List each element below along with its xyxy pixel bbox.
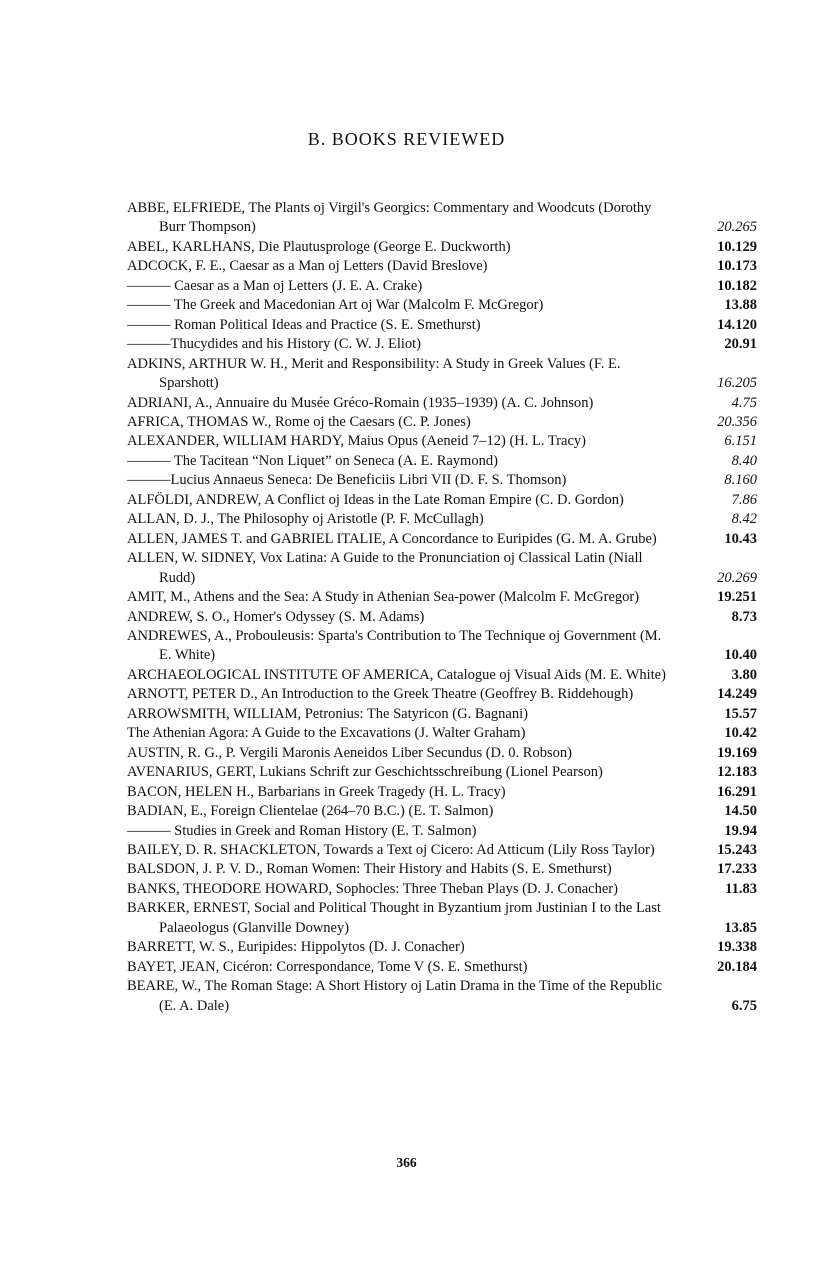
list-item	[127, 394, 757, 413]
entry-volume-page: 12.183	[717, 764, 757, 781]
entry-volume-page: 16.291	[717, 783, 757, 800]
entry-citation: ——— Studies in Greek and Roman History (E. T. Salmon)	[127, 822, 477, 839]
entry-citation: ARNOTT, PETER D., An Introduction to the Greek Theatre (Geoffrey B. Riddehough)	[127, 686, 634, 703]
entry-citation: BEARE, W., The Roman Stage: A Short History oj Latin Drama in the Time of the Republic (E. A. Dale)	[127, 978, 662, 1014]
entry-citation: AMIT, M., Athens and the Sea: A Study in Athenian Sea-power (Malcolm F. McGregor)	[127, 589, 640, 606]
list-item	[127, 899, 757, 938]
entry-citation: BANKS, THEODORE HOWARD, Sophocles: Three Theban Plays (D. J. Conacher)	[127, 880, 618, 897]
entry-volume-page: 20.184	[717, 958, 757, 975]
entry-citation: ——— The Tacitean “Non Liquet” on Seneca (A. E. Raymond)	[127, 452, 498, 469]
entry-volume-page: 20.269	[717, 569, 757, 586]
list-item	[127, 238, 757, 257]
list-item	[127, 588, 757, 607]
entry-volume-page: 20.91	[724, 336, 757, 353]
list-item	[127, 355, 757, 394]
list-item	[127, 860, 757, 879]
entry-citation: ADKINS, ARTHUR W. H., Merit and Responsibility: A Study in Greek Values (F. E. Sparshott)	[127, 355, 621, 392]
entry-citation: ——— Roman Political Ideas and Practice (S. E. Smethurst)	[127, 316, 481, 333]
entry-citation: BAILEY, D. R. SHACKLETON, Towards a Text oj Cicero: Ad Atticum (Lily Ross Taylor)	[127, 841, 655, 858]
entry-citation: AFRICA, THOMAS W., Rome oj the Caesars (C. P. Jones)	[127, 413, 471, 430]
entry-volume-page: 6.75	[731, 997, 757, 1014]
list-item	[127, 296, 757, 315]
list-item	[127, 841, 757, 860]
entry-citation: ——— Caesar as a Man oj Letters (J. E. A. Crake)	[127, 277, 423, 294]
entry-volume-page: 8.40	[731, 452, 757, 469]
entry-volume-page: 13.85	[724, 919, 757, 936]
entry-volume-page: 16.205	[717, 375, 757, 392]
entry-volume-page: 19.338	[717, 939, 757, 956]
list-item	[127, 530, 757, 549]
entry-volume-page: 3.80	[731, 666, 757, 683]
entry-citation: ADRIANI, A., Annuaire du Musée Gréco-Romain (1935–1939) (A. C. Johnson)	[127, 394, 594, 411]
list-item	[127, 724, 757, 743]
entry-volume-page: 14.249	[717, 686, 757, 703]
list-item	[127, 471, 757, 490]
entry-citation: ANDREWES, A., Probouleusis: Sparta's Contribution to The Technique oj Government (M. E. White)	[127, 627, 662, 664]
list-item	[127, 685, 757, 704]
entry-volume-page: 14.50	[724, 803, 757, 820]
entry-volume-page: 10.182	[717, 277, 757, 294]
entry-citation: ALLAN, D. J., The Philosophy oj Aristotle (P. F. McCullagh)	[127, 511, 484, 528]
entry-volume-page: 6.151	[724, 433, 757, 450]
entry-volume-page: 8.73	[731, 608, 757, 625]
list-item	[127, 880, 757, 899]
entry-volume-page: 15.57	[724, 705, 757, 722]
entry-citation: ALLEN, W. SIDNEY, Vox Latina: A Guide to the Pronunciation oj Classical Latin (Niall Rudd)	[127, 550, 643, 586]
entry-citation: ABEL, KARLHANS, Die Plautusprologe (George E. Duckworth)	[127, 238, 511, 255]
entry-volume-page: 13.88	[724, 297, 757, 314]
entry-citation: ——— The Greek and Macedonian Art oj War (Malcolm F. McGregor)	[127, 297, 544, 314]
list-item	[127, 938, 757, 957]
list-item	[127, 491, 757, 510]
list-item	[127, 549, 757, 588]
entry-volume-page: 11.83	[725, 880, 757, 897]
entry-citation: ALFÖLDI, ANDREW, A Conflict oj Ideas in the Late Roman Empire (C. D. Gordon)	[127, 491, 624, 508]
list-item	[127, 432, 757, 451]
entry-volume-page: 19.94	[724, 822, 757, 839]
entry-volume-page: 14.120	[717, 316, 757, 333]
list-item	[127, 316, 757, 335]
entry-citation: ARCHAEOLOGICAL INSTITUTE OF AMERICA, Catalogue oj Visual Aids (M. E. White)	[127, 666, 666, 683]
list-item	[127, 199, 757, 238]
list-item	[127, 705, 757, 724]
page-number: 366	[396, 1155, 417, 1170]
list-item	[127, 977, 757, 1016]
entry-citation: ———Thucydides and his History (C. W. J. Eliot)	[127, 336, 422, 353]
entry-citation: The Athenian Agora: A Guide to the Excavations (J. Walter Graham)	[127, 725, 526, 742]
books-reviewed-list	[127, 199, 757, 1016]
entry-citation: ARROWSMITH, WILLIAM, Petronius: The Satyricon (G. Bagnani)	[127, 705, 528, 722]
entry-volume-page: 8.160	[724, 472, 757, 489]
entry-volume-page: 20.265	[717, 219, 757, 236]
entry-citation: ALLEN, JAMES T. and GABRIEL ITALIE, A Concordance to Euripides (G. M. A. Grube)	[127, 530, 657, 547]
entry-volume-page: 15.243	[717, 841, 757, 858]
list-item	[127, 608, 757, 627]
page-title: B. BOOKS REVIEWED	[307, 129, 506, 149]
entry-volume-page: 19.169	[717, 744, 757, 761]
list-item	[127, 627, 757, 666]
entry-citation: AUSTIN, R. G., P. Vergili Maronis Aeneidos Liber Secundus (D. 0. Robson)	[127, 744, 572, 761]
entry-volume-page: 10.42	[724, 725, 757, 742]
entry-citation: ———Lucius Annaeus Seneca: De Beneficiis Libri VII (D. F. S. Thomson)	[127, 472, 567, 489]
entry-volume-page: 10.40	[724, 647, 757, 664]
entry-volume-page: 7.86	[731, 491, 757, 508]
entry-volume-page: 10.129	[717, 238, 757, 255]
entry-volume-page: 10.43	[724, 530, 757, 547]
entry-citation: ANDREW, S. O., Homer's Odyssey (S. M. Adams)	[127, 608, 425, 625]
list-item	[127, 277, 757, 296]
entry-citation: BALSDON, J. P. V. D., Roman Women: Their History and Habits (S. E. Smethurst)	[127, 861, 612, 878]
entry-volume-page: 20.356	[717, 413, 757, 430]
list-item	[127, 783, 757, 802]
list-item	[127, 666, 757, 685]
entry-volume-page: 17.233	[717, 861, 757, 878]
entry-volume-page: 4.75	[731, 394, 757, 411]
entry-citation: ALEXANDER, WILLIAM HARDY, Maius Opus (Aeneid 7–12) (H. L. Tracy)	[127, 433, 586, 450]
list-item	[127, 802, 757, 821]
entry-citation: BADIAN, E., Foreign Clientelae (264–70 B.C.) (E. T. Salmon)	[127, 803, 494, 820]
entry-citation: BARKER, ERNEST, Social and Political Thought in Byzantium jrom Justinian I to the Last Palaeologus (Glanville Downey)	[127, 900, 661, 936]
list-item	[127, 335, 757, 354]
list-item	[127, 413, 757, 432]
list-item	[127, 510, 757, 529]
entry-citation: BAYET, JEAN, Cicéron: Correspondance, Tome V (S. E. Smethurst)	[127, 958, 528, 975]
list-item	[127, 763, 757, 782]
entry-citation: ADCOCK, F. E., Caesar as a Man oj Letters (David Breslove)	[127, 258, 488, 275]
entry-citation: BACON, HELEN H., Barbarians in Greek Tragedy (H. L. Tracy)	[127, 783, 506, 800]
entry-citation: ABBE, ELFRIEDE, The Plants oj Virgil's Georgics: Commentary and Woodcuts (Dorothy Burr Thompson)	[127, 200, 652, 236]
list-item	[127, 958, 757, 977]
list-item	[127, 744, 757, 763]
list-item	[127, 822, 757, 841]
entry-volume-page: 10.173	[717, 258, 757, 275]
entry-volume-page: 19.251	[717, 589, 757, 606]
list-item	[127, 452, 757, 471]
list-item	[127, 257, 757, 276]
entry-citation: AVENARIUS, GERT, Lukians Schrift zur Geschichtsschreibung (Lionel Pearson)	[127, 764, 603, 781]
entry-volume-page: 8.42	[731, 511, 757, 528]
entry-citation: BARRETT, W. S., Euripides: Hippolytos (D. J. Conacher)	[127, 939, 465, 956]
